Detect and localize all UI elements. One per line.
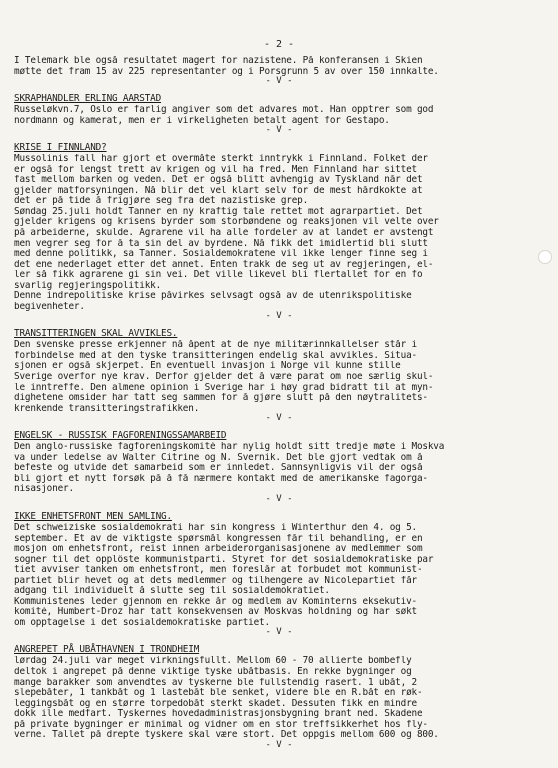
article — [14, 637, 544, 749]
text-line: mosjon om enhetsfront, reist innen arbeiderorganisasjonene av medlemmer som — [14, 544, 423, 555]
article-text — [14, 154, 544, 312]
text-line: lørdag 24.juli var meget virkningsfullt. Mellom 60 - 70 allierte bombefly — [14, 656, 412, 667]
text-line: bli gjort et nytt forsøk på å få nærmere kontakt med de amerikanske fagorga- — [14, 473, 428, 484]
text-line: begivenheter. — [14, 301, 85, 312]
article-text — [14, 105, 544, 126]
text-line: Den svenske presse erkjenner nå åpent at de nye militærinnkallelser står i — [14, 340, 417, 351]
text-line: Søndag 25.juli holdt Tanner en ny kraftig tale rettet mot agrarpartiet. Det — [14, 206, 423, 217]
text-line: gjelder krigens og krisens byrder som storbøndene og reaksjonen vil velte over — [14, 217, 439, 228]
text-line: partiet blir hevet og at dets medlemmer og tilhengere av Nicolepartiet får — [14, 575, 417, 586]
article — [14, 135, 544, 321]
text-line: leggingsbåt og en større torpedobåt sterkt skadet. Dessuten fikk en mindre — [14, 698, 417, 709]
text-line: Kommunistenes leder gjennom en rekke år og medlem av Kominterns eksekutiv- — [14, 596, 417, 607]
text-line: I Telemark ble også resultatet magert for nazistene. På konferansen i Skien — [14, 56, 423, 66]
text-line: forbindelse med at den tyske transitteringen endelig skal avvikles. Situa- — [14, 350, 417, 361]
section-separator: - V - — [265, 413, 293, 424]
text-line: svarlig regjeringspolitikk. — [14, 280, 162, 291]
section-separator: - V - — [265, 627, 293, 638]
text-line: det er på tide å frigjøre seg fra det nazistiske grep. — [14, 196, 309, 207]
section-separator: - V - — [265, 76, 293, 87]
text-line: Russeløkvn.7, Oslo er farlig angiver som det advares mot. Han opptrer som god — [14, 105, 434, 116]
article-heading: KRISE I FINNLAND? — [14, 142, 107, 154]
text-line: fast mellom barken og veden. Det er også blitt avhengig av Tyskland når det — [14, 175, 423, 186]
article-text — [14, 56, 544, 77]
section-separator: - V - — [265, 311, 293, 322]
text-line: Denne indrepolitiske krise påvirkes selvsagt også av de utenrikspolitiske — [14, 291, 412, 302]
article-heading: IKKE ENHETSFRONT MEN SAMLING. — [14, 510, 172, 522]
text-line: dighetene omsider har tatt seg sammen for å gjøre slutt på den nøytralitets- — [14, 393, 428, 404]
section-separator: - V - — [265, 739, 293, 750]
article-heading: SKRAPHANDLER ERLING AARSTAD — [14, 93, 162, 105]
text-line: sjonen er også skjerpet. En eventuell invasjon i Norge vil kunne stille — [14, 361, 401, 372]
text-line: med denne politikk, sa Tanner. Sosialdemokratene vil ikke lenger finne seg i — [14, 249, 428, 260]
punch-hole — [538, 250, 552, 264]
text-line: det ene nederlaget etter det annet. Enten trakk de seg ut av regjeringen, el- — [14, 259, 434, 270]
document-body — [14, 56, 544, 750]
text-line: møtte det fram 15 av 225 representanter og i Porsgrunn 5 av over 150 innkalte. — [14, 66, 439, 77]
text-line: men vegrer seg for å ta sin del av byrdene. Nå fikk det imidlertid bli slutt — [14, 238, 428, 249]
section-separator: - V - — [265, 125, 293, 136]
text-line: le inntreffe. Den almene opinion i Sverige har i høy grad bidratt til at myn- — [14, 382, 434, 393]
text-line: tiet avviser tanken om enhetsfront, men foreslår at forbudet mot kommunist- — [14, 565, 423, 576]
section-separator: - V - — [265, 493, 293, 504]
text-line: nisasjoner. — [14, 484, 74, 495]
text-line: befeste og utvide det samarbeid som er innledet. Sannsynligvis vil der også — [14, 463, 423, 474]
article-text — [14, 340, 544, 414]
text-line: Mussolinis fall har gjort et overmåte sterkt inntrykk i Finnland. Folket der — [14, 154, 428, 165]
article-text — [14, 523, 544, 628]
text-line: Den anglo-russiske fagforeningskomité har nylig holdt sitt tredje møte i Moskva — [14, 442, 445, 453]
text-line: nordmann og kamerat, men er i virkeligheten betalt agent for Gestapo. — [14, 115, 390, 126]
text-line: va under ledelse av Walter Citrine og N. Svernik. Det ble gjort vedtak om å — [14, 452, 423, 463]
text-line: sogner til det opplöste kommunistparti. Styret for det sosialdemokratiske par — [14, 554, 434, 565]
text-line: om opptagelse i det sosialdemokratiske partiet. — [14, 617, 270, 628]
text-line: deltok i angrepet på denne viktige tyske ubåtbasis. En rekke bygninger og — [14, 666, 412, 677]
article — [14, 86, 544, 135]
text-line: på arbeiderne, skulde. Agrarene vil ha alle fordeler av at landet er avstengt — [14, 228, 434, 239]
text-line: dokk ille medfart. Tyskernes hovedadministrasjonsbygning brant ned. Skadene — [14, 709, 423, 720]
text-line: adgang til individuelt å slutte seg til sosialdemokratiet. — [14, 586, 330, 597]
article-heading: ANGREPET PÅ UBÅTHAVNEN I TRONDHEIM — [14, 644, 200, 656]
text-line: krenkende transitteringstrafikken. — [14, 403, 200, 414]
article-heading: ENGELSK - RUSSISK FAGFORENINGSSAMARBEID — [14, 430, 227, 442]
text-line: er også for lengst trett av krigen og vil ha fred. Men Finnland har sittet — [14, 164, 417, 175]
article — [14, 56, 544, 86]
article-heading: TRANSITTERINGEN SKAL AVVIKLES. — [14, 328, 178, 340]
text-line: september. Et av de viktigste spørsmål kongressen får til behandling, er en — [14, 533, 423, 544]
article — [14, 321, 544, 423]
article — [14, 504, 544, 637]
article — [14, 423, 544, 504]
text-line: mange barakker som anvendtes av tyskerne ble fullstendig rasert. 1 ubåt, 2 — [14, 677, 417, 688]
article-text — [14, 656, 544, 740]
text-line: Det schweiziske sosialdemokrati har sin kongress i Winterthur den 4. og 5. — [14, 522, 417, 533]
page-number: - 2 - — [263, 39, 295, 50]
text-line: slepebåter, 1 tankbåt og 1 lastebåt ble senket, videre ble en R.båt en røk- — [14, 688, 423, 699]
text-line: komité, Humbert-Droz har tatt konsekvensen av Moskvas holdning og har søkt — [14, 607, 417, 618]
text-line: gjelder matforsyningen. Nå blir det vel klart selv for de mest hårdkokte at — [14, 185, 423, 196]
text-line: på private bygninger er minimal og vidner om en stor treffsikkerhet hos fly- — [14, 719, 428, 730]
text-line: ler så fikk agrarene gi sin vei. Det ville likevel bli flertallet for en fo — [14, 270, 423, 281]
text-line: Sverige overfor nye krav. Derfor gjelder det å være parat om noe særlig skul- — [14, 372, 434, 383]
text-line: verne. Tallet på drepte tyskere skal være stort. Det oppgis mellom 600 og 800. — [14, 730, 439, 741]
article-text — [14, 442, 544, 495]
